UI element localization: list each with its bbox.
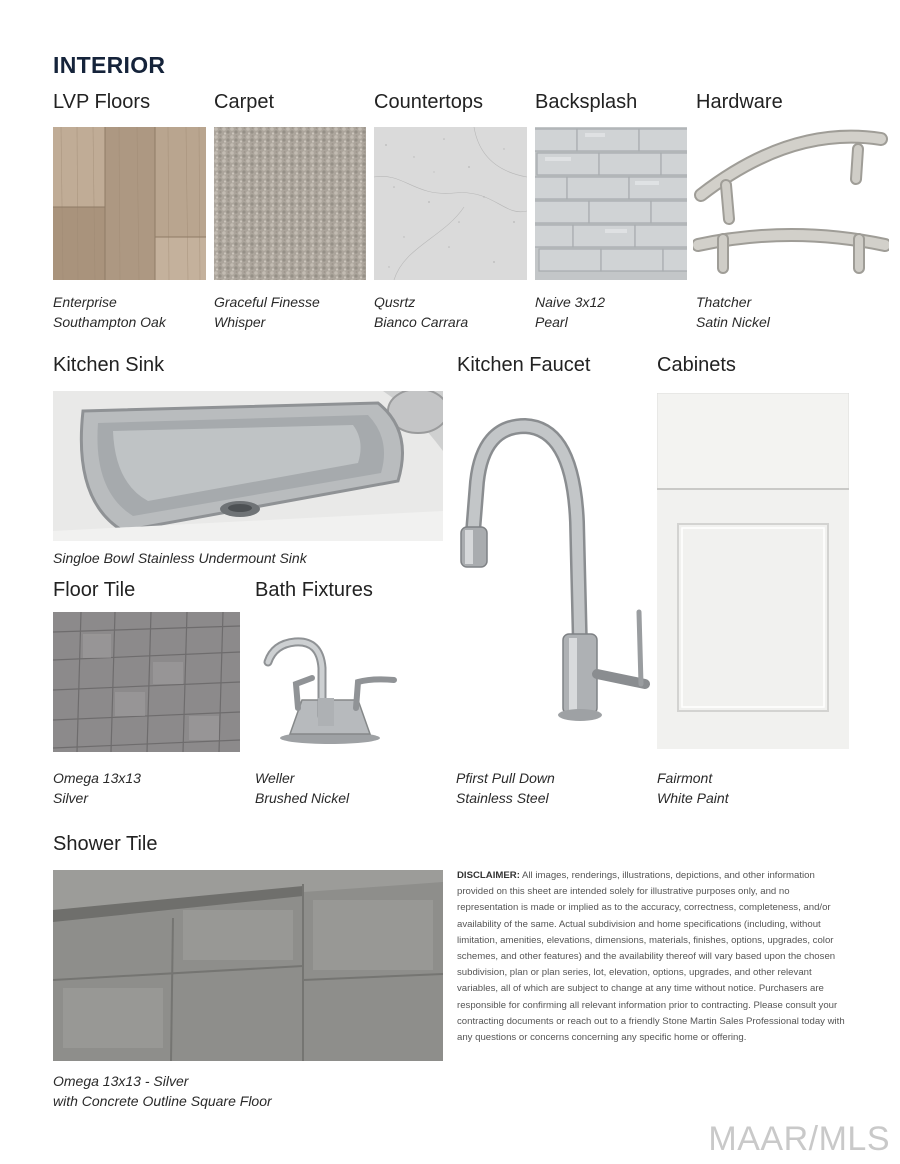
backsplash-line2: Pearl (535, 314, 568, 330)
backsplash-swatch (535, 127, 687, 280)
hardware-line1: Thatcher (696, 294, 752, 310)
countertops-swatch (374, 127, 527, 280)
shower-tile-line1: Omega 13x13 - Silver (53, 1073, 189, 1089)
backsplash-heading: Backsplash (535, 91, 638, 113)
shower-tile-heading: Shower Tile (53, 833, 158, 855)
carpet-line2: Whisper (214, 314, 266, 330)
backsplash-line1: Naive 3x12 (535, 294, 606, 310)
hardware-pulls-image (693, 127, 889, 280)
floor-tile-swatch (53, 612, 240, 752)
carpet-caption (214, 292, 320, 332)
hardware-heading: Hardware (696, 91, 783, 113)
countertops-heading: Countertops (374, 91, 483, 113)
section-title: INTERIOR (53, 52, 166, 78)
lvp-line2: Southampton Oak (53, 314, 166, 330)
countertops-caption (374, 292, 468, 332)
disclaimer-label: DISCLAIMER: (457, 870, 520, 881)
floor-tile-line2: Silver (53, 790, 89, 806)
floor-tile-line1: Omega 13x13 (53, 770, 141, 786)
bath-fixtures-line2: Brushed Nickel (255, 790, 350, 806)
disclaimer (457, 868, 849, 1046)
cabinets-line2: White Paint (657, 790, 729, 806)
cabinets-image (657, 393, 849, 749)
hardware-caption (696, 292, 770, 332)
backsplash-caption (535, 292, 605, 332)
lvp-heading: LVP Floors (53, 91, 151, 113)
disclaimer-text: All images, renderings, illustrations, depictions, and other information provided on this sheet are intended solely for illustrative purposes only, and no representation is made or implied as to the accuracy, correctness, completeness, and/or availability of the same. Actual subdivision and home specifications (including, without limitation, amenities, elevations, dimensions, materials, finishes, options, upgrades, color schemes, and other features) and the availability thereof will vary based upon the chosen subdivision, plan or plan series, lot, elevation, options, upgrades, and other relevant variables, all of which are subject to change at any time without notice. Purchasers are responsible for confirming all relevant information prior to contracting. Please consult your contracting documents or reach out to a friendly Stone Martin Sales Professional today with any questions or concerns concerning any specific home or offering. (457, 870, 845, 1044)
floor-tile-caption (53, 768, 141, 808)
carpet-swatch (214, 127, 366, 280)
carpet-heading: Carpet (214, 91, 275, 113)
countertops-line1: Qusrtz (374, 294, 416, 310)
kitchen-faucet-heading: Kitchen Faucet (457, 354, 591, 376)
carpet-line1: Graceful Finesse (214, 294, 320, 310)
kitchen-sink-image (53, 391, 443, 541)
kitchen-faucet-caption (456, 768, 555, 808)
bath-fixtures-heading: Bath Fixtures (255, 579, 373, 601)
cabinets-caption (657, 768, 729, 808)
bath-fixtures-line1: Weller (255, 770, 295, 786)
bath-fixtures-caption (255, 768, 349, 808)
hardware-line2: Satin Nickel (696, 314, 770, 330)
lvp-line1: Enterprise (53, 294, 117, 310)
kitchen-sink-heading: Kitchen Sink (53, 354, 165, 376)
bath-fixture-image (260, 628, 400, 748)
cabinets-heading: Cabinets (657, 354, 736, 376)
shower-tile-caption (53, 1071, 272, 1111)
lvp-swatch (53, 127, 206, 280)
countertops-line2: Bianco Carrara (374, 314, 469, 330)
kitchen-faucet-line2: Stainless Steel (456, 790, 549, 806)
kitchen-faucet-image (455, 412, 655, 728)
shower-tile-line2: with Concrete Outline Square Floor (53, 1093, 272, 1109)
cabinets-line1: Fairmont (657, 770, 713, 786)
shower-tile-swatch (53, 870, 443, 1061)
floor-tile-heading: Floor Tile (53, 579, 136, 601)
kitchen-faucet-line1: Pfirst Pull Down (456, 770, 555, 786)
lvp-caption (53, 292, 166, 332)
kitchen-sink-caption: Singloe Bowl Stainless Undermount Sink (53, 550, 307, 566)
watermark: MAAR/MLS (708, 1120, 890, 1158)
